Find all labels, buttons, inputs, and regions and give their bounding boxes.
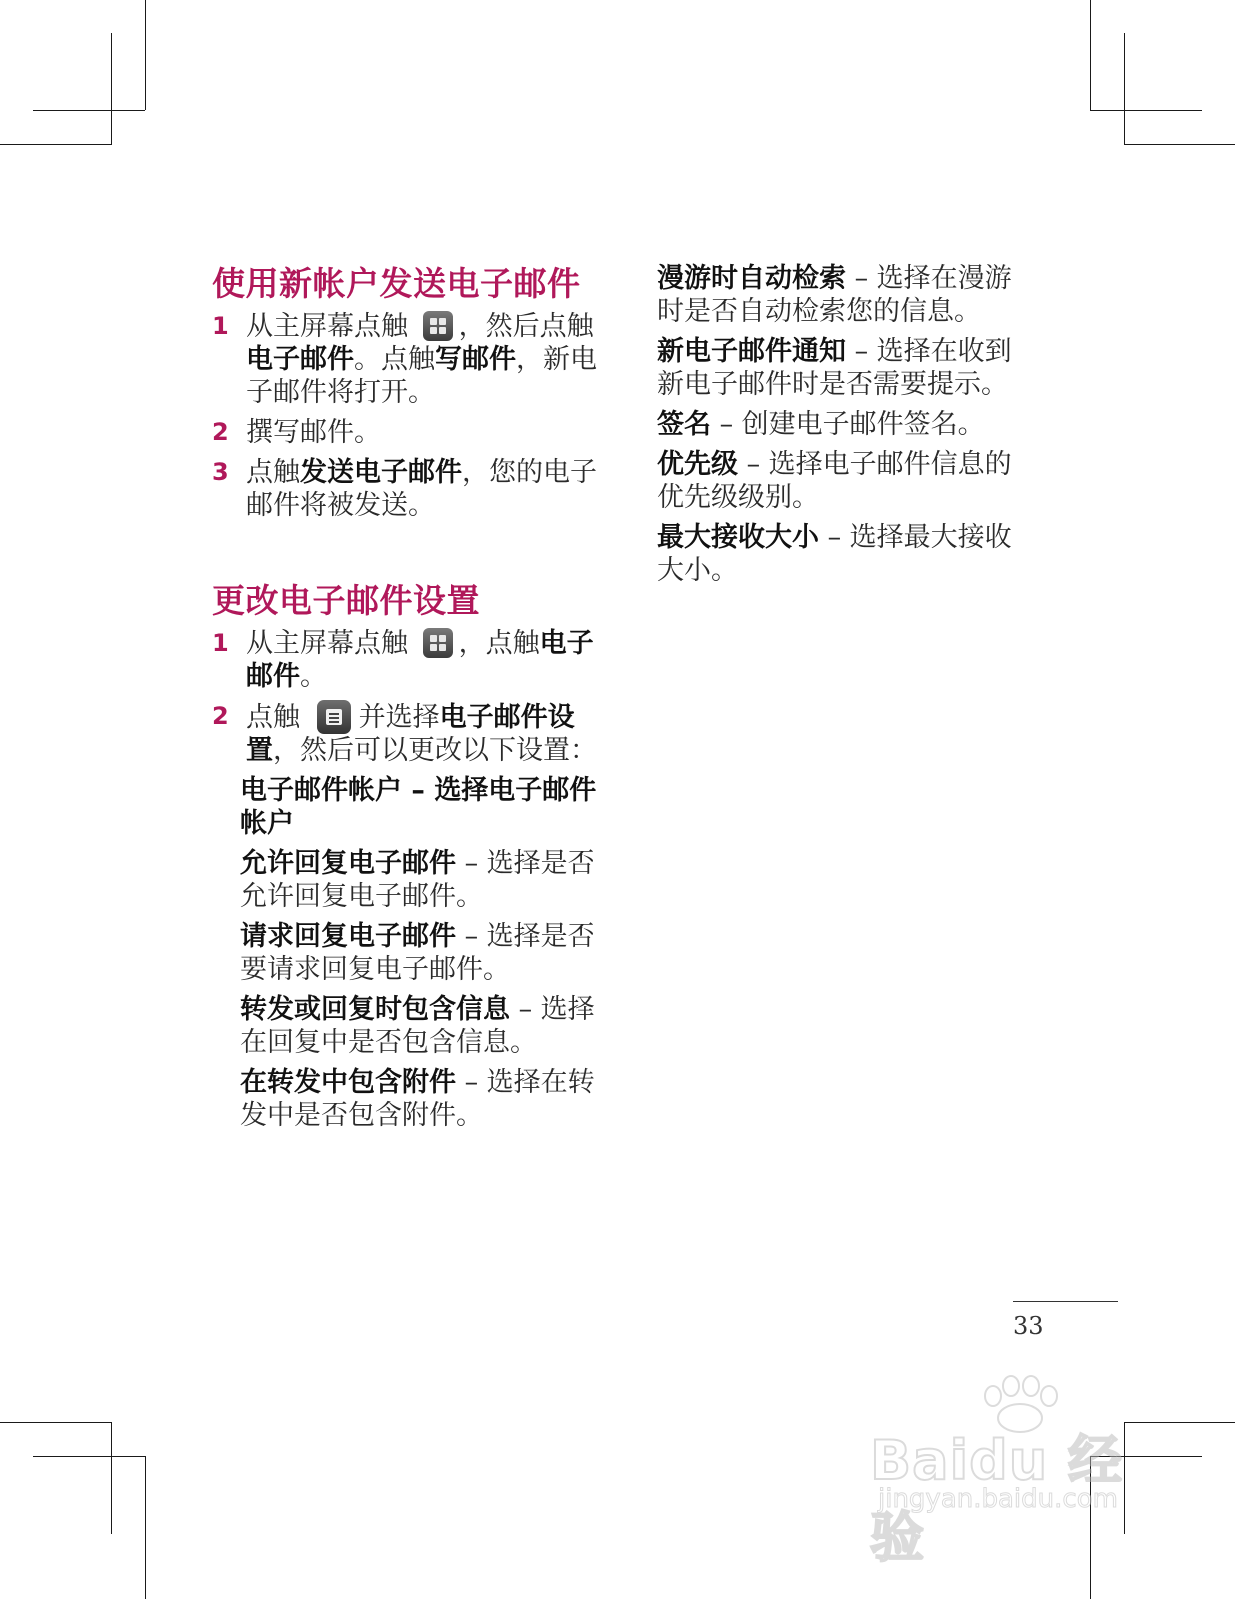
- setting-description: 选择在转发中是否包含附件。: [240, 1067, 595, 1131]
- step-text: ，点触: [458, 628, 540, 659]
- step-item: [212, 456, 597, 522]
- watermark-url: jingyan.baidu.com: [878, 1484, 1118, 1514]
- setting-item-priority: [657, 448, 1017, 514]
- setting-description: 选择在收到新电子邮件时是否需要提示。: [657, 336, 1012, 400]
- setting-name: 请求回复电子邮件: [240, 921, 456, 952]
- setting-separator: –: [846, 263, 877, 294]
- step-text: 点触: [246, 457, 300, 488]
- step-emphasis: 电子邮件设置: [246, 702, 575, 766]
- left-column: [212, 262, 597, 1139]
- step-item: [212, 627, 597, 693]
- menu-icon: [317, 700, 351, 734]
- step-number: 2: [212, 418, 229, 446]
- step-emphasis: 发送电子邮件: [300, 457, 462, 488]
- setting-item-signature: [657, 408, 1017, 441]
- watermark-logo-text: Baidu 经验: [870, 1429, 1124, 1569]
- crop-mark: [1124, 144, 1235, 145]
- setting-separator: –: [846, 336, 877, 367]
- step-item: [212, 700, 597, 767]
- crop-mark: [33, 1456, 145, 1457]
- step-text: ，然后点触: [458, 311, 594, 342]
- step-text: ，然后可以更改以下设置：: [273, 735, 597, 766]
- setting-name: 在转发中包含附件: [240, 1067, 456, 1098]
- setting-separator: –: [456, 1067, 487, 1098]
- setting-description: 创建电子邮件签名。: [741, 409, 985, 440]
- right-column: [657, 262, 1017, 594]
- setting-description: 选择电子邮件信息的优先级级别。: [657, 449, 1012, 513]
- crop-mark: [145, 1456, 146, 1599]
- step-emphasis: 写邮件: [435, 344, 516, 375]
- setting-description: 选择在漫游时是否自动检索您的信息。: [657, 263, 1012, 327]
- setting-separator: –: [456, 921, 487, 952]
- setting-name: 电子邮件帐户: [240, 775, 402, 806]
- step-number: 3: [212, 458, 229, 486]
- setting-separator: –: [711, 409, 742, 440]
- step-text: 。: [300, 661, 327, 692]
- setting-separator: –: [510, 994, 541, 1025]
- setting-name: 转发或回复时包含信息: [240, 994, 510, 1025]
- step-text: 并选择: [358, 702, 440, 733]
- crop-mark: [1090, 110, 1202, 111]
- step-number: 1: [212, 312, 229, 340]
- step-item: [212, 310, 597, 409]
- setting-separator: –: [456, 848, 487, 879]
- step-text: 从主屏幕点触: [246, 628, 408, 659]
- section-heading-email-settings: 更改电子邮件设置: [212, 581, 480, 620]
- step-emphasis: 电子邮件: [246, 344, 354, 375]
- step-text: ，您的电子邮件将被发送。: [246, 457, 597, 521]
- setting-item-roaming-retrieve: [657, 262, 1017, 328]
- setting-separator: –: [819, 522, 850, 553]
- setting-item-email-account: [212, 774, 597, 840]
- crop-mark: [0, 144, 111, 145]
- section-heading-new-account: 使用新帐户发送电子邮件: [212, 264, 581, 303]
- step-text: 撰写邮件。: [246, 417, 381, 448]
- step-emphasis: 电子邮件: [246, 628, 594, 692]
- page-number: 33: [1013, 1312, 1044, 1340]
- setting-name: 漫游时自动检索: [657, 263, 846, 294]
- step-number: 2: [212, 702, 229, 730]
- step-text: 点触: [246, 702, 300, 733]
- crop-mark: [111, 1422, 112, 1534]
- step-item: [212, 416, 597, 449]
- setting-separator: –: [402, 775, 435, 806]
- setting-name: 最大接收大小: [657, 522, 819, 553]
- setting-description: 选择是否要请求回复电子邮件。: [240, 921, 595, 985]
- step-text: ，新电子邮件将打开。: [246, 344, 597, 408]
- page-number-rule: [1013, 1301, 1118, 1302]
- baidu-watermark: [870, 1380, 1170, 1569]
- step-text: 。点触: [354, 344, 435, 375]
- setting-item-include-attachment: [212, 1066, 597, 1132]
- setting-name: 新电子邮件通知: [657, 336, 846, 367]
- apps-grid-icon: [423, 628, 453, 658]
- setting-description: 选择最大接收大小。: [657, 522, 1012, 586]
- setting-item-new-email-notify: [657, 335, 1017, 401]
- setting-item-allow-reply: [212, 847, 597, 913]
- setting-name: 允许回复电子邮件: [240, 848, 456, 879]
- apps-grid-icon: [423, 311, 453, 341]
- setting-item-include-message: [212, 993, 597, 1059]
- setting-item-max-receive-size: [657, 521, 1017, 587]
- crop-mark: [1124, 33, 1125, 145]
- crop-mark: [33, 110, 145, 111]
- crop-mark: [111, 33, 112, 145]
- crop-mark: [0, 1422, 111, 1423]
- setting-separator: –: [738, 449, 769, 480]
- section-spacer: [212, 529, 597, 579]
- setting-name: 优先级: [657, 449, 738, 480]
- setting-description: 选择是否允许回复电子邮件。: [240, 848, 595, 912]
- crop-mark: [1090, 0, 1091, 110]
- setting-item-request-reply: [212, 920, 597, 986]
- setting-description: 选择电子邮件帐户: [240, 775, 597, 839]
- setting-name: 签名: [657, 409, 711, 440]
- step-text: 从主屏幕点触: [246, 311, 408, 342]
- crop-mark: [145, 0, 146, 110]
- step-number: 1: [212, 629, 229, 657]
- setting-description: 选择在回复中是否包含信息。: [240, 994, 595, 1058]
